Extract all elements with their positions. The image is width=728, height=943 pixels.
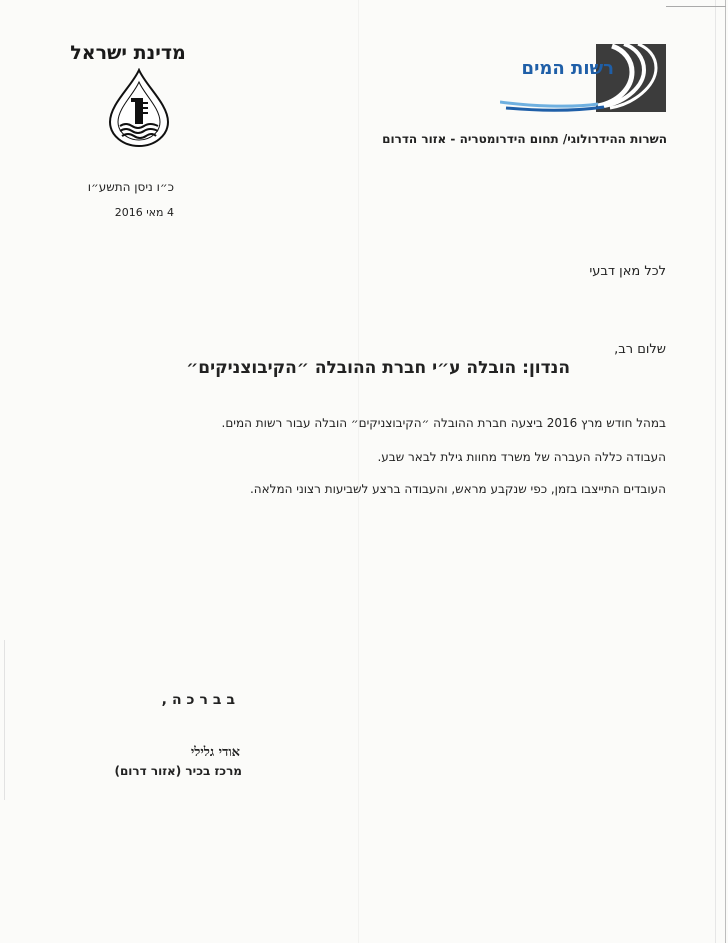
hebrew-date: כ״ו ניסן התשע״ו (87, 180, 174, 194)
water-authority-logo-text: רשות המים (521, 58, 614, 79)
scan-edge-right-inner (715, 0, 716, 943)
gregorian-date: 4 מאי 2016 (114, 206, 174, 219)
subject-line: הנדון: הובלה ע״י חברת ההובלה ״הקיבוצניקים״ (186, 358, 570, 378)
water-drop-emblem-icon (102, 68, 176, 148)
body-paragraph-3: העובדים התייצבו בזמן, כפי שנקבע מראש, והעבודה ברצע לשביעות רצוני המלאה. (249, 482, 666, 496)
body-paragraph-1: במהל חודש מרץ 2016 ביצעה חברת ההובלה ״הקיבוצניקים״ הובלה עבור רשות המים. (221, 416, 666, 430)
closing-line: בברכה, (161, 692, 240, 708)
signer-name: אודי גלילי (190, 745, 240, 760)
greeting-line: שלום רב, (614, 342, 666, 357)
scan-edge-top (666, 6, 726, 7)
recipient-line: לכל מאן דבעי (589, 264, 666, 279)
scan-edge-right (725, 0, 726, 943)
body-paragraph-2: העבודה כללה העברה של משרד מחוות גילת לבאר שבע. (377, 450, 666, 464)
signer-title: מרכז בכיר (אזור דרום) (114, 764, 242, 778)
scan-edge-left (4, 640, 5, 800)
state-of-israel-title: מדינת ישראל (70, 42, 186, 64)
water-authority-logo (500, 44, 666, 112)
department-line: השרות ההידרולוגי/ תחום הידרומטריה - אזור הדרום (382, 132, 667, 146)
